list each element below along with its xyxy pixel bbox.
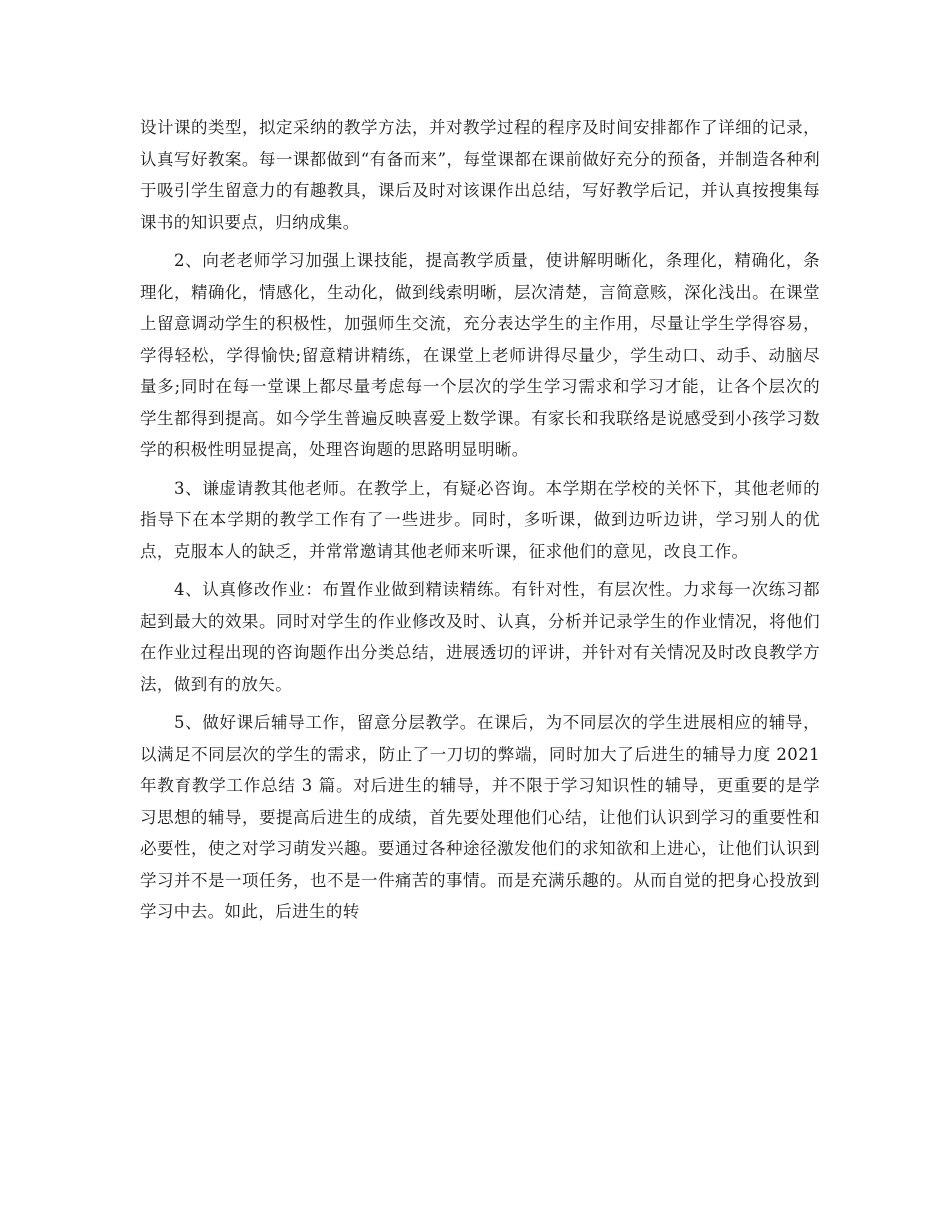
document-page bbox=[140, 112, 820, 928]
paragraph-item-3: 3、谦虚请教其他老师。在教学上，有疑必咨询。本学期在学校的关怀下，其他老师的指导下在本学期的教学工作有了一些进步。同时，多听课，做到边听边讲，学习别人的优点，克服本人的缺乏，并常常邀请其他老师来听课，征求他们的意见，改良工作。 bbox=[140, 478, 820, 561]
paragraph-continued: 设计课的类型，拟定采纳的教学方法，并对教学过程的程序及时间安排都作了详细的记录，认真写好教案。每一课都做到“有备而来”，每堂课都在课前做好充分的预备，并制造各种利于吸引学生留意力的有趣教具，课后及时对该课作出总结，写好教学后记，并认真按搜集每课书的知识要点，归纳成集。 bbox=[140, 118, 820, 232]
paragraph-item-4: 4、认真修改作业：布置作业做到精读精练。有针对性，有层次性。力求每一次练习都起到最大的效果。同时对学生的作业修改及时、认真，分析并记录学生的作业情况，将他们在作业过程出现的咨询题作出分类总结，进展透切的评讲，并针对有关情况及时改良教学方法，做到有的放矢。 bbox=[140, 580, 820, 694]
paragraph-item-5: 5、做好课后辅导工作，留意分层教学。在课后，为不同层次的学生进展相应的辅导，以满足不同层次的学生的需求，防止了一刀切的弊端，同时加大了后进生的辅导力度 2021 年教育教学工作总结 3 篇。对后进生的辅导，并不限于学习知识性的辅导，更重要的是学习思想的辅导，要提高后进生的成绩，首先要处理他们心结，让他们认识到学习的重要性和必要性，使之对学习萌发兴趣。要通过各种途径激发他们的求知欲和上进心，让他们认识到学习并不是一项任务，也不是一件痛苦的事情。而是充满乐趣的。从而自觉的把身心投放到学习中去。如此，后进生的转 bbox=[140, 713, 820, 921]
paragraph-item-2: 2、向老老师学习加强上课技能，提高教学质量，使讲解明晰化，条理化，精确化，条理化，精确化，情感化，生动化，做到线索明晰，层次清楚，言简意赅，深化浅出。在课堂上留意调动学生的积极性，加强师生交流，充分表达学生的主作用，尽量让学生学得容易，学得轻松，学得愉快;留意精讲精练，在课堂上老师讲得尽量少，学生动口、动手、动脑尽量多;同时在每一堂课上都尽量考虑每一个层次的学生学习需求和学习才能，让各个层次的学生都得到提高。如今学生普遍反映喜爱上数学课。有家长和我联络是说感受到小孩学习数学的积极性明显提高，处理咨询题的思路明显明晰。 bbox=[140, 251, 820, 459]
